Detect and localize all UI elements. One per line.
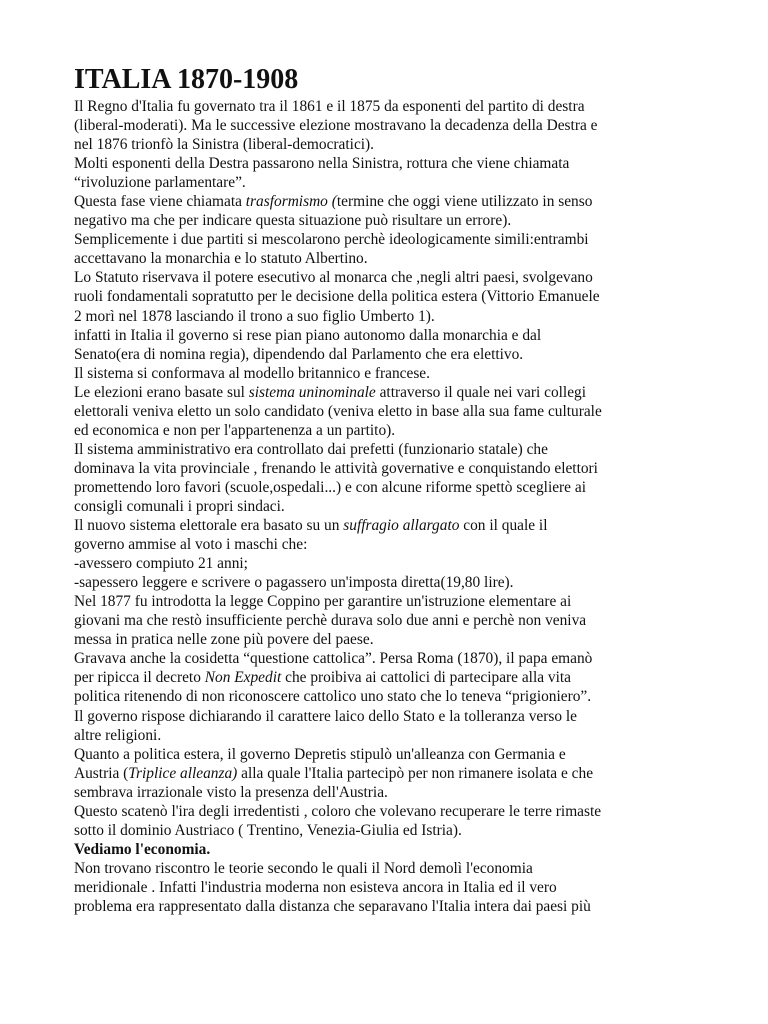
text-line: [74, 630, 698, 649]
text-run: Questo scatenò l'ira degli irredentisti , coloro che volevano recuperare le terre rimaste: [74, 802, 602, 820]
text-run: giovani ma che restò insufficiente perchè durava solo due anni e perchè non veniva: [74, 612, 587, 630]
text-run: meridionale . Infatti l'industria moderna non esisteva ancora in Italia ed il vero: [74, 878, 557, 896]
text-run: Nel 1877 fu introdotta la legge Coppino per garantire un'istruzione elementare ai: [74, 593, 572, 611]
text-run: Semplicemente i due partiti si mescolarono perchè ideologicamente simili:entrambi: [74, 231, 589, 249]
text-run: Lo Statuto riservava il potere esecutivo al monarca che ,negli altri paesi, svolgevano: [74, 269, 593, 287]
text-line: [74, 249, 698, 268]
text-run: Gravava anche la cosidetta “questione cattolica”. Persa Roma (1870), il papa emanò: [74, 650, 593, 668]
text-run: -sapessero leggere e scrivere o pagassero un'imposta diretta(19,80 lire).: [74, 574, 514, 592]
text-line: [74, 840, 698, 859]
text-line: [74, 440, 698, 459]
text-run: governo ammise al voto i maschi che:: [74, 536, 308, 554]
text-run: alla quale l'Italia partecipò per non rimanere isolata e che: [237, 764, 594, 782]
document-body: [74, 97, 698, 916]
text-line: [74, 802, 698, 821]
text-run: Quanto a politica estera, il governo Depretis stipulò un'alleanza con Germania e: [74, 745, 566, 763]
text-run: politica ritenendo di non riconoscere cattolico uno stato che lo teneva “prigioniero”.: [74, 688, 592, 706]
text-line: [74, 211, 698, 230]
text-line: [74, 364, 698, 383]
text-line: [74, 516, 698, 535]
text-line: [74, 345, 698, 364]
text-line: [74, 307, 698, 326]
italic-term: suffragio allargato: [343, 517, 460, 535]
text-run: Il sistema si conformava al modello britannico e francese.: [74, 364, 430, 382]
text-run: Le elezioni erano basate sul: [74, 383, 249, 401]
text-line: [74, 421, 698, 440]
text-run: (liberal-moderati). Ma le successive elezione mostravano la decadenza della Destra e: [74, 117, 598, 135]
text-line: [74, 726, 698, 745]
document-title: ITALIA 1870-1908: [74, 64, 299, 95]
text-run: Il Regno d'Italia fu governato tra il 1861 e il 1875 da esponenti del partito di destra: [74, 98, 585, 115]
text-line: [74, 573, 698, 592]
text-line: [74, 173, 698, 192]
italic-term: trasformismo (: [245, 193, 337, 211]
text-run: 2 morì nel 1878 lasciando il trono a suo figlio Umberto 1).: [74, 307, 435, 325]
text-run: Il sistema amministrativo era controllato dai prefetti (funzionario statale) che: [74, 440, 548, 458]
text-run: Non trovano riscontro le teorie secondo le quali il Nord demolì l'economia: [74, 859, 533, 877]
text-line: [74, 821, 698, 840]
text-line: [74, 554, 698, 573]
text-run: Questa fase viene chiamata: [74, 193, 246, 211]
italic-term: Triplice alleanza): [128, 764, 238, 782]
text-line: [74, 745, 698, 764]
text-run: Il governo rispose dichiarando il carattere laico dello Stato e la tolleranza verso le: [74, 707, 577, 725]
text-run: Molti esponenti della Destra passarono nella Sinistra, rottura che viene chiamata: [74, 155, 570, 173]
text-line: [74, 783, 698, 802]
text-run: sembrava irrazionale visto la presenza dell'Austria.: [74, 783, 388, 801]
text-run: infatti in Italia il governo si rese pian piano autonomo dalla monarchia e dal: [74, 326, 542, 344]
text-run: ruoli fondamentali sopratutto per le decisione della politica estera (Vittorio Emanuele: [74, 288, 600, 306]
text-run: con il quale il: [459, 517, 548, 535]
text-line: [74, 611, 698, 630]
text-run: consigli comunali i propri sindaci.: [74, 497, 285, 515]
text-line: [74, 878, 698, 897]
text-line: [74, 459, 698, 478]
text-line: [74, 668, 698, 687]
text-run: termine che oggi viene utilizzato in senso: [336, 193, 593, 211]
text-line: [74, 649, 698, 668]
text-line: [74, 97, 698, 116]
text-run: “rivoluzione parlamentare”.: [74, 174, 246, 192]
text-line: [74, 154, 698, 173]
text-line: [74, 383, 698, 402]
text-run: problema era rappresentato dalla distanza che separavano l'Italia intera dai paesi più: [74, 897, 591, 915]
text-run: dominava la vita provinciale , frenando le attività governative e conquistando elettori: [74, 459, 598, 477]
text-run: messa in pratica nelle zone più povere del paese.: [74, 631, 374, 649]
text-line: [74, 135, 698, 154]
text-line: [74, 535, 698, 554]
text-run: che proibiva ai cattolici di partecipare alla vita: [281, 669, 571, 687]
text-line: [74, 287, 698, 306]
text-line: [74, 268, 698, 287]
text-line: [74, 764, 698, 783]
text-run: promettendo loro favori (scuole,ospedali...) e con alcune riforme spettò scegliere ai: [74, 478, 586, 496]
text-run: altre religioni.: [74, 726, 162, 744]
text-line: [74, 230, 698, 249]
text-line: [74, 192, 698, 211]
text-run: Il nuovo sistema elettorale era basato su un: [74, 517, 344, 535]
text-run: accettavano la monarchia e lo statuto Albertino.: [74, 250, 368, 268]
text-line: [74, 326, 698, 345]
text-line: [74, 402, 698, 421]
text-run: negativo ma che per indicare questa situazione può risultare un errore).: [74, 212, 512, 230]
italic-term: sistema uninominale: [248, 383, 376, 401]
text-line: [74, 687, 698, 706]
text-run: per ripicca il decreto: [74, 669, 205, 687]
text-run: Senato(era di nomina regia), dipendendo dal Parlamento che era elettivo.: [74, 345, 524, 363]
text-line: [74, 707, 698, 726]
text-line: [74, 592, 698, 611]
text-run: -avessero compiuto 21 anni;: [74, 555, 248, 573]
text-line: [74, 859, 698, 878]
text-line: [74, 116, 698, 135]
italic-term: Non Expedit: [204, 669, 282, 687]
text-run: nel 1876 trionfò la Sinistra (liberal-democratici).: [74, 136, 375, 154]
text-line: [74, 497, 698, 516]
text-run: Vediamo l'economia.: [74, 840, 211, 858]
text-run: sotto il dominio Austriaco ( Trentino, Venezia-Giulia ed Istria).: [74, 821, 462, 839]
text-run: Austria (: [74, 764, 129, 782]
text-line: [74, 897, 698, 916]
text-run: elettorali veniva eletto un solo candidato (veniva eletto in base alla sua fame culturale: [74, 402, 602, 420]
text-run: ed economica e non per l'appartenenza a un partito).: [74, 421, 396, 439]
text-line: [74, 478, 698, 497]
text-run: attraverso il quale nei vari collegi: [375, 383, 587, 401]
